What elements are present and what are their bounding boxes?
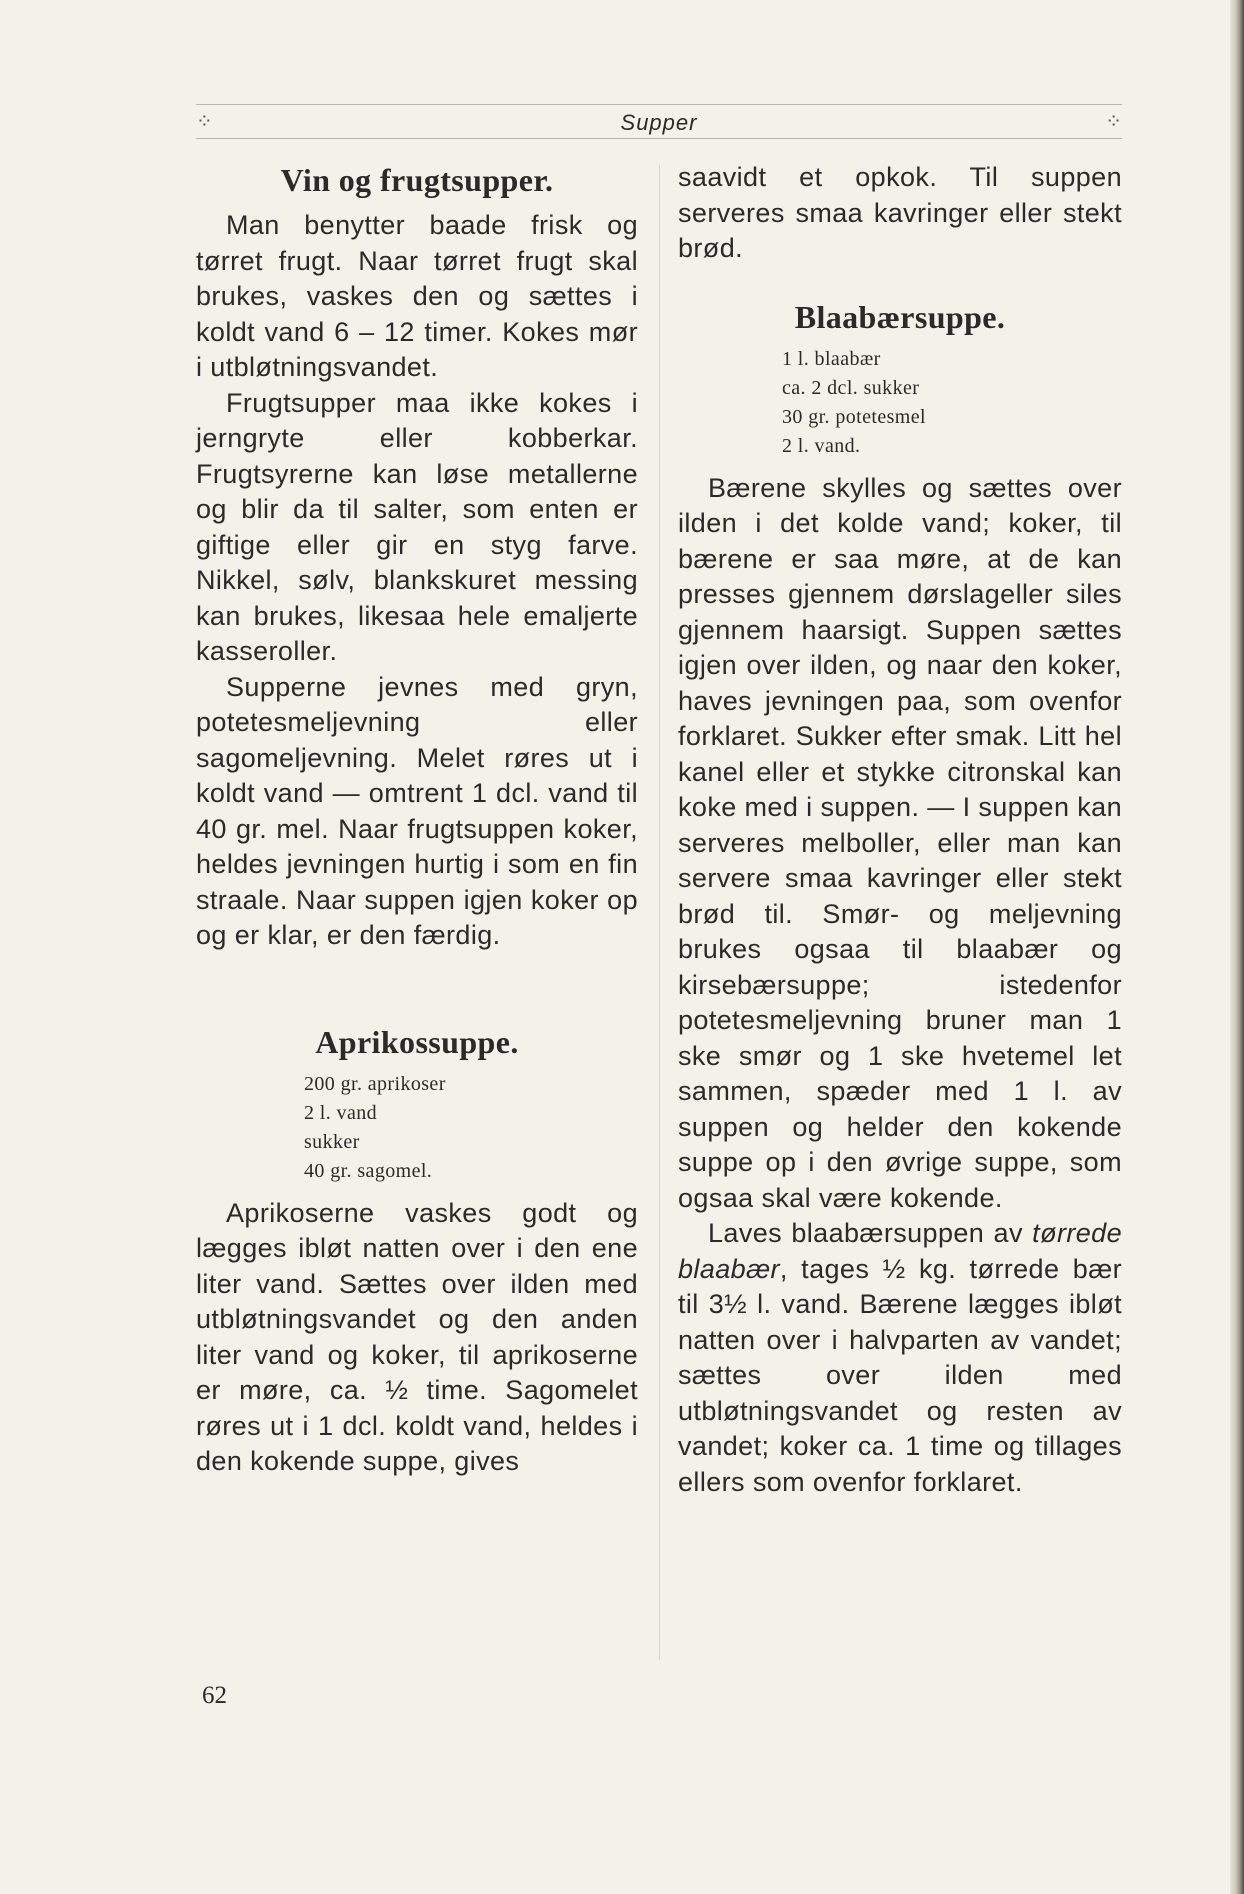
ingredient-list-aprikossuppe — [196, 1070, 638, 1186]
ingredient-list-blaabaersuppe — [678, 345, 1122, 461]
ingredient-item: 1 l. blaabær — [782, 347, 881, 370]
ornament-right-icon: ⁘ — [1105, 109, 1122, 133]
paragraph: Aprikoserne vaskes godt og lægges ibløt natten over i den ene liter vand. Sættes over ilden med utbløtningsvandet og den anden liter vand og koker, til aprikoserne er møre, ca. ½ time. Sagomelet røres ut i 1 dcl. koldt vand, heldes i den kokende suppe, gives — [196, 1197, 638, 1476]
ingredient-item: 2 l. vand — [304, 1101, 378, 1124]
ornament-left-icon: ⁘ — [196, 109, 213, 133]
page-header — [196, 104, 1122, 140]
paragraph: Man benytter baade frisk og tørret frugt. Naar tørret frugt skal brukes, vaskes den og sættes i koldt vand 6 – 12 timer. Kokes mør i utbløtningsvandet. — [196, 210, 638, 382]
italic-text-run: tørrede blaabær — [678, 1218, 1122, 1284]
ingredient-item: 200 gr. aprikoser — [304, 1072, 446, 1095]
text-run: Laves blaabærsuppen av — [708, 1218, 1023, 1248]
ingredient-item: 40 gr. sagomel. — [304, 1159, 433, 1182]
page-edge — [1230, 0, 1244, 1894]
text-run: , tages ½ kg. tørrede bær til 3½ l. vand. Bærene lægges ibløt natten over i halvparten av vandet; sættes over ilden med utbløtningsvandet og resten av vandet; koker ca. 1 time og tillages ellers som ovenfor forklaret. — [678, 1253, 1122, 1497]
column-divider — [659, 165, 660, 1660]
ingredient-item: ca. 2 dcl. sukker — [782, 376, 920, 399]
section-title-blaabaersuppe: Blaabærsuppe. — [794, 298, 1006, 335]
paragraph: Supperne jevnes med gryn, potetesmeljevning eller sagomeljevning. Melet røres ut i koldt vand — omtrent 1 dcl. vand til 40 gr. mel. Naar frugtsuppen koker, heldes jevningen hurtig i som en fin straale. Naar suppen igjen koker op og er klar, er den færdig. — [196, 671, 638, 950]
header-rule-bottom — [196, 138, 1122, 139]
left-column — [196, 160, 638, 1480]
ingredient-item: sukker — [304, 1130, 360, 1153]
page-number: 62 — [202, 1682, 227, 1709]
paragraph: Bærene skylles og sættes over ilden i det kolde vand; koker, til bærene er saa møre, at de kan presses gjennem dørslageller siles gjennem haarsigt. Suppen sættes igjen over ilden, og naar den koker, haves jevningen paa, som ovenfor forklaret. Sukker efter smak. Litt hel kanel eller et stykke citronskal kan koke med i suppen. — I suppen kan serveres melboller, eller man kan servere smaa kavringer eller stekt brød til. Smør- og meljevning brukes ogsaa til blaabær og kirsebærsuppe; istedenfor potetesmeljevning bruner man 1 ske smør og 1 ske hvetemel let sammen, spæder med 1 l. av suppen og helder den kokende suppe op i den øvrige suppe, som ogsaa skal være kokende. — [678, 472, 1122, 1213]
section-title-aprikossuppe: Aprikossuppe. — [315, 1023, 519, 1060]
running-head: Supper — [620, 110, 698, 135]
section-title-vin-og-frugtsupper: Vin og frugtsupper. — [280, 162, 554, 198]
ingredient-item: 30 gr. potetesmel — [782, 405, 926, 428]
right-column — [678, 160, 1122, 1500]
ingredient-item: 2 l. vand. — [782, 434, 861, 457]
paragraph: Frugtsupper maa ikke kokes i jerngryte eller kobberkar. Frugtsyrerne kan løse metallerne og blir da til salter, som enten er giftige eller gir en styg farve. Nikkel, sølv, blankskuret messing kan brukes, likesaa hele emaljerte kasseroller. — [196, 387, 638, 666]
paragraph-continuation: saavidt et opkok. Til suppen serveres smaa kavringer eller stekt brød. — [678, 162, 1122, 263]
paragraph — [678, 1216, 1122, 1500]
header-rule-top — [196, 104, 1122, 105]
